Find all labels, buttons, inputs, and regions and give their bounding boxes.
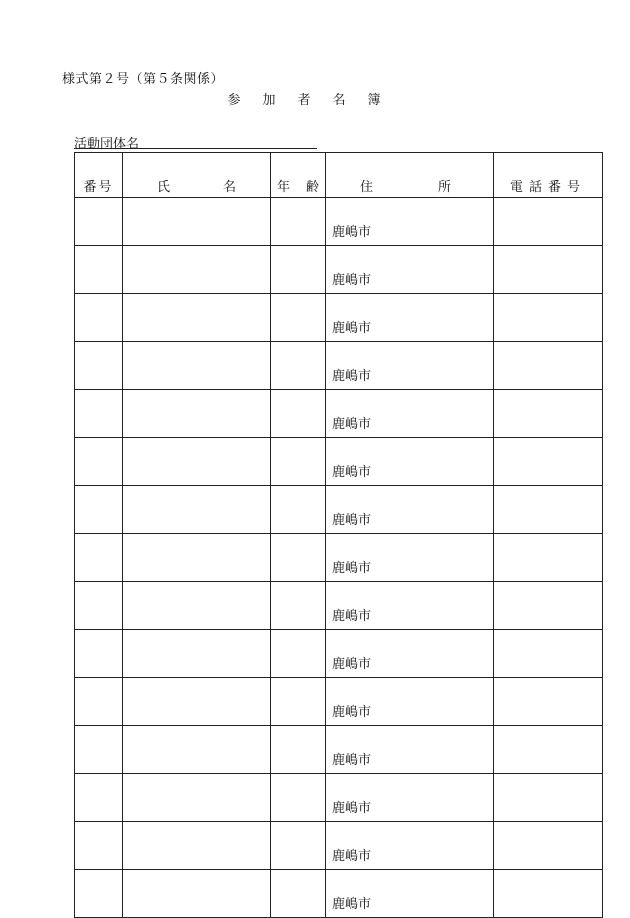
age-cell[interactable] — [271, 198, 326, 246]
phone-cell[interactable] — [494, 438, 603, 486]
age-cell[interactable] — [271, 534, 326, 582]
header-age — [271, 153, 326, 198]
age-cell[interactable] — [271, 870, 326, 918]
table-row — [75, 678, 603, 726]
address-cell[interactable]: 鹿嶋市 — [326, 438, 494, 486]
group-name-label: 活動団体名 — [74, 137, 140, 152]
table-row — [75, 198, 603, 246]
phone-cell[interactable] — [494, 246, 603, 294]
number-cell[interactable] — [75, 678, 123, 726]
name-cell[interactable] — [123, 630, 271, 678]
age-cell[interactable] — [271, 822, 326, 870]
phone-cell[interactable] — [494, 342, 603, 390]
header-name — [123, 153, 271, 198]
table-row — [75, 870, 603, 918]
address-cell[interactable]: 鹿嶋市 — [326, 678, 494, 726]
address-cell[interactable]: 鹿嶋市 — [326, 486, 494, 534]
phone-cell[interactable] — [494, 582, 603, 630]
header-address — [326, 153, 494, 198]
number-cell[interactable] — [75, 774, 123, 822]
address-cell[interactable]: 鹿嶋市 — [326, 774, 494, 822]
age-cell[interactable] — [271, 630, 326, 678]
phone-cell[interactable] — [494, 630, 603, 678]
table-row — [75, 294, 603, 342]
number-cell[interactable] — [75, 294, 123, 342]
name-cell[interactable] — [123, 342, 271, 390]
header-name-part1: 氏 — [157, 180, 171, 195]
name-cell[interactable] — [123, 534, 271, 582]
address-cell[interactable]: 鹿嶋市 — [326, 534, 494, 582]
age-cell[interactable] — [271, 390, 326, 438]
address-cell[interactable]: 鹿嶋市 — [326, 198, 494, 246]
address-cell[interactable]: 鹿嶋市 — [326, 342, 494, 390]
age-cell[interactable] — [271, 246, 326, 294]
header-number: 番号 — [75, 153, 123, 198]
name-cell[interactable] — [123, 486, 271, 534]
name-cell[interactable] — [123, 678, 271, 726]
form-number: 様式第２号（第５条関係） — [62, 72, 225, 87]
address-cell[interactable]: 鹿嶋市 — [326, 870, 494, 918]
phone-cell[interactable] — [494, 870, 603, 918]
age-cell[interactable] — [271, 486, 326, 534]
phone-cell[interactable] — [494, 390, 603, 438]
table-row — [75, 246, 603, 294]
name-cell[interactable] — [123, 390, 271, 438]
table-row — [75, 822, 603, 870]
phone-cell[interactable] — [494, 294, 603, 342]
age-cell[interactable] — [271, 294, 326, 342]
name-cell[interactable] — [123, 822, 271, 870]
number-cell[interactable] — [75, 870, 123, 918]
header-address-part1: 住 — [360, 180, 374, 195]
age-cell[interactable] — [271, 582, 326, 630]
header-phone: 電話番号 — [494, 153, 603, 198]
group-name-field-line — [74, 148, 317, 149]
name-cell[interactable] — [123, 438, 271, 486]
phone-cell[interactable] — [494, 198, 603, 246]
name-cell[interactable] — [123, 294, 271, 342]
address-cell[interactable]: 鹿嶋市 — [326, 246, 494, 294]
phone-cell[interactable] — [494, 726, 603, 774]
participant-roster-table — [74, 152, 603, 918]
table-row — [75, 342, 603, 390]
table-row — [75, 486, 603, 534]
address-cell[interactable]: 鹿嶋市 — [326, 390, 494, 438]
age-cell[interactable] — [271, 342, 326, 390]
table-row — [75, 438, 603, 486]
number-cell[interactable] — [75, 630, 123, 678]
header-age-part2: 齢 — [305, 180, 319, 195]
header-name-part2: 名 — [222, 180, 236, 195]
number-cell[interactable] — [75, 486, 123, 534]
table-row — [75, 534, 603, 582]
address-cell[interactable]: 鹿嶋市 — [326, 630, 494, 678]
phone-cell[interactable] — [494, 774, 603, 822]
address-cell[interactable]: 鹿嶋市 — [326, 726, 494, 774]
name-cell[interactable] — [123, 774, 271, 822]
name-cell[interactable] — [123, 198, 271, 246]
phone-cell[interactable] — [494, 486, 603, 534]
number-cell[interactable] — [75, 534, 123, 582]
number-cell[interactable] — [75, 726, 123, 774]
number-cell[interactable] — [75, 342, 123, 390]
number-cell[interactable] — [75, 438, 123, 486]
number-cell[interactable] — [75, 246, 123, 294]
document-title: 参加者名簿 — [227, 93, 403, 108]
table-header-row — [75, 153, 603, 198]
age-cell[interactable] — [271, 774, 326, 822]
table-row — [75, 630, 603, 678]
age-cell[interactable] — [271, 678, 326, 726]
name-cell[interactable] — [123, 582, 271, 630]
phone-cell[interactable] — [494, 822, 603, 870]
table-row — [75, 390, 603, 438]
address-cell[interactable]: 鹿嶋市 — [326, 582, 494, 630]
address-cell[interactable]: 鹿嶋市 — [326, 294, 494, 342]
table-row — [75, 582, 603, 630]
header-age-part1: 年 — [277, 180, 291, 195]
number-cell[interactable] — [75, 390, 123, 438]
table-row — [75, 774, 603, 822]
table-row — [75, 726, 603, 774]
header-address-part2: 所 — [437, 180, 451, 195]
name-cell[interactable] — [123, 246, 271, 294]
age-cell[interactable] — [271, 726, 326, 774]
phone-cell[interactable] — [494, 534, 603, 582]
number-cell[interactable] — [75, 822, 123, 870]
name-cell[interactable] — [123, 870, 271, 918]
number-cell[interactable] — [75, 582, 123, 630]
address-cell[interactable]: 鹿嶋市 — [326, 822, 494, 870]
name-cell[interactable] — [123, 726, 271, 774]
number-cell[interactable] — [75, 198, 123, 246]
phone-cell[interactable] — [494, 678, 603, 726]
age-cell[interactable] — [271, 438, 326, 486]
